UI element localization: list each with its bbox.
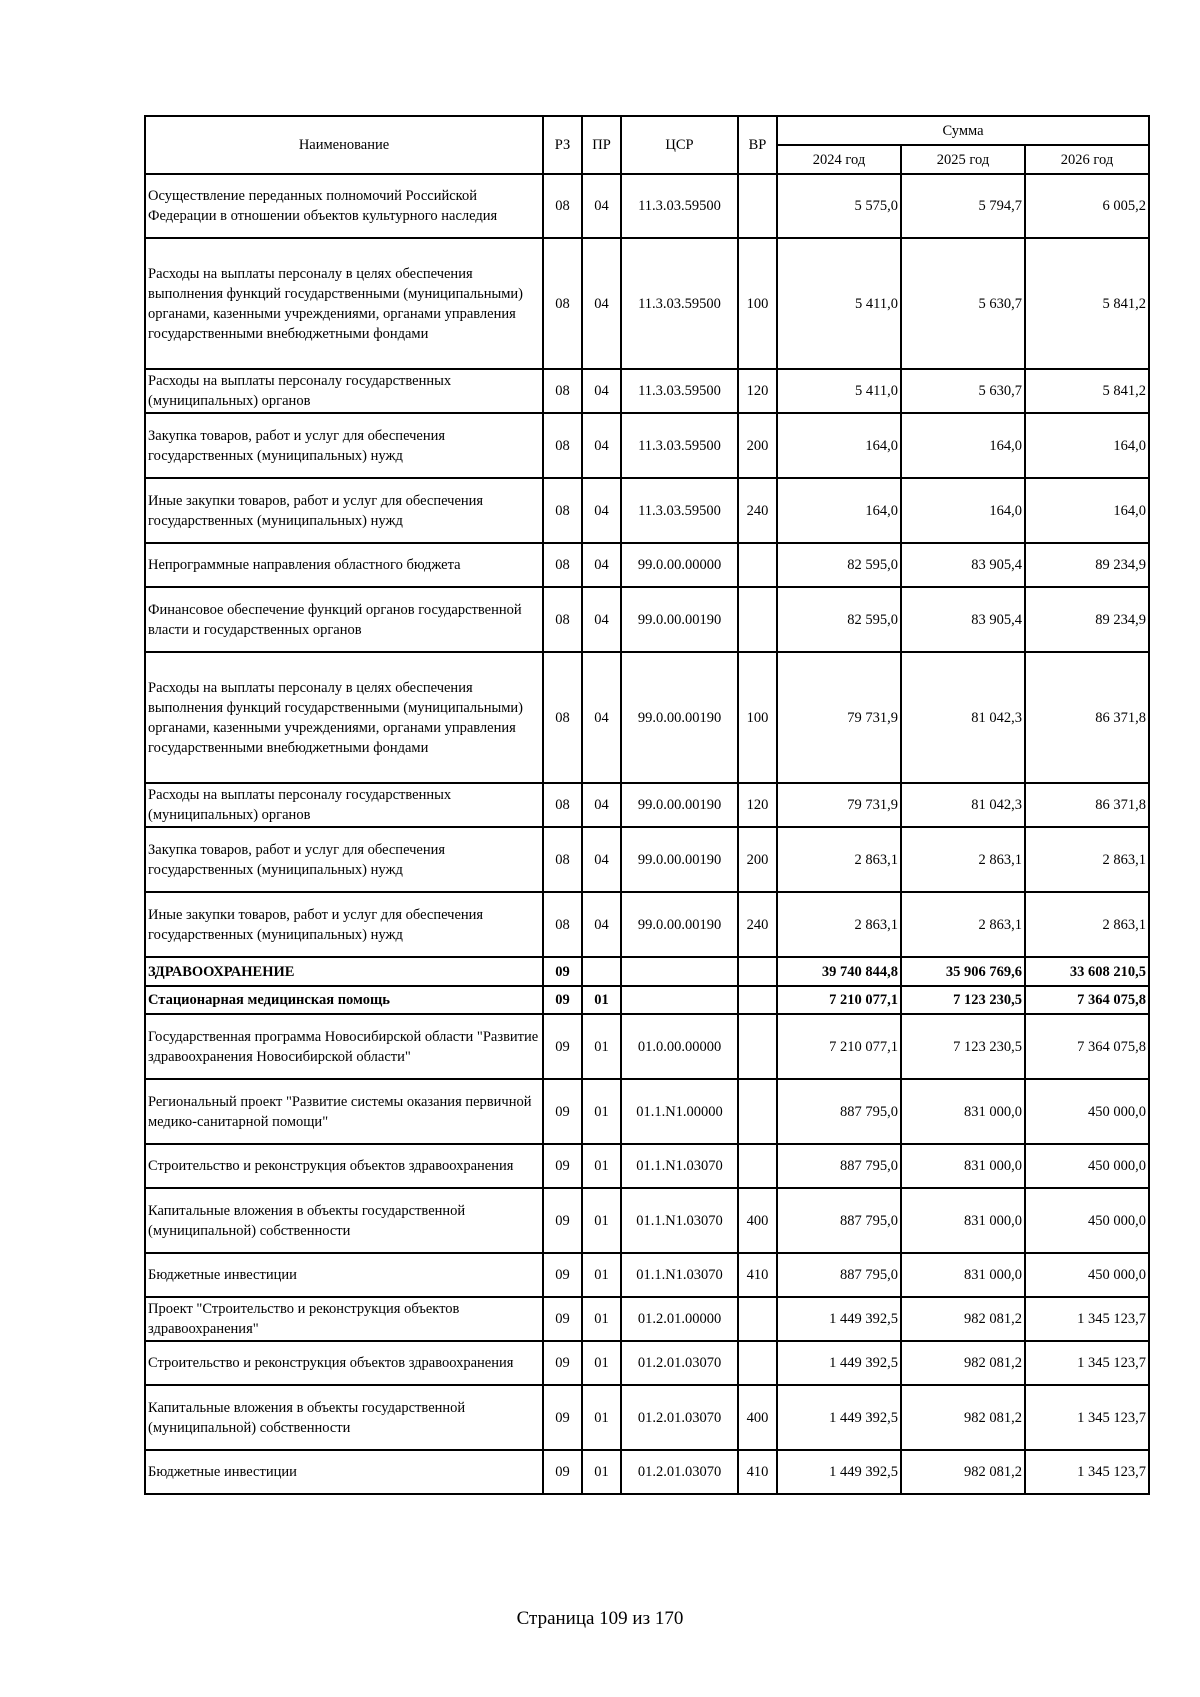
cell-2026: 164,0 — [1025, 478, 1149, 543]
cell-vr — [738, 543, 777, 587]
cell-rz: 08 — [543, 783, 582, 827]
cell-vr: 400 — [738, 1385, 777, 1450]
cell-rz: 08 — [543, 478, 582, 543]
cell-name: Расходы на выплаты персоналу в целях обеспечения выполнения функций государственными (муниципальными) органами, казенными учреждениями, органами управления государственными внебюджетными фондами — [145, 238, 543, 369]
table-row — [145, 1253, 1149, 1297]
cell-pr: 04 — [582, 587, 621, 652]
cell-2026: 7 364 075,8 — [1025, 1014, 1149, 1079]
cell-2024: 39 740 844,8 — [777, 957, 901, 986]
cell-vr — [738, 1014, 777, 1079]
cell-name: Стационарная медицинская помощь — [145, 986, 543, 1014]
table-row — [145, 413, 1149, 478]
cell-rz: 09 — [543, 957, 582, 986]
table-row — [145, 1341, 1149, 1385]
cell-2025: 982 081,2 — [901, 1385, 1025, 1450]
cell-vr: 400 — [738, 1188, 777, 1253]
cell-name: Бюджетные инвестиции — [145, 1253, 543, 1297]
cell-name: Бюджетные инвестиции — [145, 1450, 543, 1494]
cell-2025: 164,0 — [901, 478, 1025, 543]
cell-name: Иные закупки товаров, работ и услуг для обеспечения государственных (муниципальных) нужд — [145, 892, 543, 957]
cell-pr: 04 — [582, 783, 621, 827]
cell-rz: 09 — [543, 1297, 582, 1341]
cell-2026: 1 345 123,7 — [1025, 1341, 1149, 1385]
cell-2025: 81 042,3 — [901, 652, 1025, 783]
cell-rz: 08 — [543, 652, 582, 783]
cell-csr: 01.1.N1.03070 — [621, 1144, 738, 1188]
cell-csr: 11.3.03.59500 — [621, 174, 738, 238]
cell-csr: 01.2.01.03070 — [621, 1385, 738, 1450]
cell-2024: 164,0 — [777, 478, 901, 543]
cell-pr: 04 — [582, 238, 621, 369]
cell-2025: 982 081,2 — [901, 1341, 1025, 1385]
cell-2026: 2 863,1 — [1025, 892, 1149, 957]
table-row — [145, 478, 1149, 543]
cell-2024: 5 575,0 — [777, 174, 901, 238]
cell-2025: 7 123 230,5 — [901, 1014, 1025, 1079]
cell-rz: 09 — [543, 1450, 582, 1494]
table-row — [145, 957, 1149, 986]
cell-rz: 08 — [543, 238, 582, 369]
table-row — [145, 587, 1149, 652]
cell-name: Проект "Строительство и реконструкция объектов здравоохранения" — [145, 1297, 543, 1341]
header-pr: ПР — [582, 116, 621, 174]
cell-name: Финансовое обеспечение функций органов государственной власти и государственных органов — [145, 587, 543, 652]
table-row — [145, 783, 1149, 827]
cell-2024: 164,0 — [777, 413, 901, 478]
cell-name: Расходы на выплаты персоналу государственных (муниципальных) органов — [145, 369, 543, 413]
table-row — [145, 892, 1149, 957]
cell-2026: 2 863,1 — [1025, 827, 1149, 892]
cell-pr: 04 — [582, 413, 621, 478]
cell-2024: 5 411,0 — [777, 369, 901, 413]
cell-csr: 01.1.N1.03070 — [621, 1253, 738, 1297]
cell-vr — [738, 587, 777, 652]
cell-name: Иные закупки товаров, работ и услуг для обеспечения государственных (муниципальных) нужд — [145, 478, 543, 543]
cell-rz: 09 — [543, 1014, 582, 1079]
cell-vr: 240 — [738, 478, 777, 543]
cell-2025: 5 794,7 — [901, 174, 1025, 238]
cell-vr — [738, 1341, 777, 1385]
cell-name: Расходы на выплаты персоналу государственных (муниципальных) органов — [145, 783, 543, 827]
cell-vr: 120 — [738, 369, 777, 413]
cell-2024: 79 731,9 — [777, 652, 901, 783]
header-year-2024: 2024 год — [777, 145, 901, 174]
cell-vr: 120 — [738, 783, 777, 827]
cell-rz: 08 — [543, 543, 582, 587]
cell-csr: 11.3.03.59500 — [621, 413, 738, 478]
cell-name: Капитальные вложения в объекты государственной (муниципальной) собственности — [145, 1188, 543, 1253]
cell-2024: 887 795,0 — [777, 1253, 901, 1297]
header-year-2026: 2026 год — [1025, 145, 1149, 174]
cell-2024: 7 210 077,1 — [777, 986, 901, 1014]
header-year-2025: 2025 год — [901, 145, 1025, 174]
cell-rz: 09 — [543, 1079, 582, 1144]
cell-vr: 410 — [738, 1253, 777, 1297]
table-row — [145, 174, 1149, 238]
table-row — [145, 369, 1149, 413]
cell-name: Осуществление переданных полномочий Российской Федерации в отношении объектов культурного наследия — [145, 174, 543, 238]
cell-vr — [738, 1079, 777, 1144]
cell-2026: 450 000,0 — [1025, 1079, 1149, 1144]
cell-csr: 01.1.N1.03070 — [621, 1188, 738, 1253]
cell-vr — [738, 957, 777, 986]
cell-2026: 86 371,8 — [1025, 783, 1149, 827]
cell-2026: 5 841,2 — [1025, 369, 1149, 413]
cell-csr: 01.2.01.00000 — [621, 1297, 738, 1341]
cell-pr: 04 — [582, 369, 621, 413]
cell-pr: 04 — [582, 478, 621, 543]
cell-2025: 35 906 769,6 — [901, 957, 1025, 986]
cell-csr: 11.3.03.59500 — [621, 238, 738, 369]
cell-2026: 6 005,2 — [1025, 174, 1149, 238]
cell-rz: 09 — [543, 1385, 582, 1450]
cell-name: ЗДРАВООХРАНЕНИЕ — [145, 957, 543, 986]
cell-2024: 887 795,0 — [777, 1188, 901, 1253]
cell-pr — [582, 957, 621, 986]
cell-pr: 04 — [582, 174, 621, 238]
cell-csr: 99.0.00.00000 — [621, 543, 738, 587]
cell-2026: 89 234,9 — [1025, 543, 1149, 587]
table-row — [145, 1144, 1149, 1188]
cell-2025: 831 000,0 — [901, 1144, 1025, 1188]
cell-2026: 7 364 075,8 — [1025, 986, 1149, 1014]
cell-csr — [621, 986, 738, 1014]
cell-2025: 83 905,4 — [901, 587, 1025, 652]
cell-name: Региональный проект "Развитие системы оказания первичной медико-санитарной помощи" — [145, 1079, 543, 1144]
cell-rz: 09 — [543, 1144, 582, 1188]
cell-pr: 01 — [582, 986, 621, 1014]
table-row — [145, 827, 1149, 892]
cell-name: Закупка товаров, работ и услуг для обеспечения государственных (муниципальных) нужд — [145, 827, 543, 892]
cell-csr: 01.1.N1.00000 — [621, 1079, 738, 1144]
cell-2026: 33 608 210,5 — [1025, 957, 1149, 986]
cell-pr: 01 — [582, 1297, 621, 1341]
cell-csr: 11.3.03.59500 — [621, 478, 738, 543]
cell-2026: 450 000,0 — [1025, 1253, 1149, 1297]
table-header — [145, 116, 1149, 174]
cell-rz: 09 — [543, 986, 582, 1014]
cell-2026: 86 371,8 — [1025, 652, 1149, 783]
cell-rz: 08 — [543, 892, 582, 957]
cell-2024: 82 595,0 — [777, 543, 901, 587]
header-vr: ВР — [738, 116, 777, 174]
cell-2024: 7 210 077,1 — [777, 1014, 901, 1079]
cell-name: Капитальные вложения в объекты государственной (муниципальной) собственности — [145, 1385, 543, 1450]
table-row — [145, 1014, 1149, 1079]
cell-name: Строительство и реконструкция объектов здравоохранения — [145, 1341, 543, 1385]
cell-2026: 5 841,2 — [1025, 238, 1149, 369]
table-row — [145, 1079, 1149, 1144]
cell-2025: 81 042,3 — [901, 783, 1025, 827]
cell-2024: 887 795,0 — [777, 1079, 901, 1144]
cell-name: Строительство и реконструкция объектов здравоохранения — [145, 1144, 543, 1188]
cell-2025: 164,0 — [901, 413, 1025, 478]
cell-pr: 01 — [582, 1014, 621, 1079]
cell-pr: 01 — [582, 1079, 621, 1144]
header-name: Наименование — [145, 116, 543, 174]
cell-vr: 410 — [738, 1450, 777, 1494]
table-body — [145, 174, 1149, 1494]
cell-2025: 982 081,2 — [901, 1297, 1025, 1341]
cell-2024: 2 863,1 — [777, 827, 901, 892]
cell-rz: 08 — [543, 413, 582, 478]
cell-csr: 99.0.00.00190 — [621, 892, 738, 957]
cell-rz: 08 — [543, 587, 582, 652]
cell-2025: 982 081,2 — [901, 1450, 1025, 1494]
cell-2025: 5 630,7 — [901, 369, 1025, 413]
header-sum: Сумма — [777, 116, 1149, 145]
cell-vr: 200 — [738, 413, 777, 478]
cell-2025: 7 123 230,5 — [901, 986, 1025, 1014]
cell-rz: 09 — [543, 1253, 582, 1297]
cell-rz: 09 — [543, 1188, 582, 1253]
header-csr: ЦСР — [621, 116, 738, 174]
cell-pr: 01 — [582, 1450, 621, 1494]
cell-csr: 11.3.03.59500 — [621, 369, 738, 413]
cell-pr: 04 — [582, 892, 621, 957]
table-row — [145, 1450, 1149, 1494]
cell-csr: 01.2.01.03070 — [621, 1450, 738, 1494]
cell-2025: 2 863,1 — [901, 827, 1025, 892]
cell-csr — [621, 957, 738, 986]
cell-2026: 1 345 123,7 — [1025, 1450, 1149, 1494]
cell-2026: 164,0 — [1025, 413, 1149, 478]
cell-name: Государственная программа Новосибирской области "Развитие здравоохранения Новосибирской области" — [145, 1014, 543, 1079]
page-number: Страница 109 из 170 — [516, 1608, 684, 1629]
cell-pr: 01 — [582, 1188, 621, 1253]
cell-pr: 01 — [582, 1144, 621, 1188]
cell-csr: 99.0.00.00190 — [621, 587, 738, 652]
cell-rz: 08 — [543, 369, 582, 413]
table-row — [145, 543, 1149, 587]
cell-name: Закупка товаров, работ и услуг для обеспечения государственных (муниципальных) нужд — [145, 413, 543, 478]
cell-2025: 83 905,4 — [901, 543, 1025, 587]
cell-pr: 01 — [582, 1253, 621, 1297]
cell-2025: 831 000,0 — [901, 1188, 1025, 1253]
budget-table — [144, 115, 1150, 1495]
cell-rz: 08 — [543, 827, 582, 892]
cell-2026: 450 000,0 — [1025, 1188, 1149, 1253]
cell-vr — [738, 986, 777, 1014]
cell-2024: 1 449 392,5 — [777, 1385, 901, 1450]
table-row — [145, 986, 1149, 1014]
table-row — [145, 1385, 1149, 1450]
cell-name: Расходы на выплаты персоналу в целях обеспечения выполнения функций государственными (муниципальными) органами, казенными учреждениями, органами управления государственными внебюджетными фондами — [145, 652, 543, 783]
cell-vr — [738, 174, 777, 238]
table-row — [145, 652, 1149, 783]
cell-vr — [738, 1297, 777, 1341]
cell-2024: 1 449 392,5 — [777, 1341, 901, 1385]
cell-rz: 09 — [543, 1341, 582, 1385]
cell-pr: 01 — [582, 1341, 621, 1385]
cell-2024: 1 449 392,5 — [777, 1297, 901, 1341]
header-rz: РЗ — [543, 116, 582, 174]
cell-2025: 5 630,7 — [901, 238, 1025, 369]
cell-name: Непрограммные направления областного бюджета — [145, 543, 543, 587]
cell-2026: 89 234,9 — [1025, 587, 1149, 652]
cell-vr: 100 — [738, 652, 777, 783]
cell-pr: 04 — [582, 827, 621, 892]
cell-pr: 04 — [582, 652, 621, 783]
cell-2026: 1 345 123,7 — [1025, 1385, 1149, 1450]
cell-2024: 5 411,0 — [777, 238, 901, 369]
cell-2026: 1 345 123,7 — [1025, 1297, 1149, 1341]
cell-csr: 99.0.00.00190 — [621, 827, 738, 892]
table-row — [145, 1297, 1149, 1341]
cell-2024: 887 795,0 — [777, 1144, 901, 1188]
cell-2024: 2 863,1 — [777, 892, 901, 957]
cell-csr: 01.2.01.03070 — [621, 1341, 738, 1385]
cell-2024: 1 449 392,5 — [777, 1450, 901, 1494]
cell-rz: 08 — [543, 174, 582, 238]
cell-pr: 04 — [582, 543, 621, 587]
table-row — [145, 1188, 1149, 1253]
cell-csr: 99.0.00.00190 — [621, 652, 738, 783]
cell-2024: 79 731,9 — [777, 783, 901, 827]
cell-vr — [738, 1144, 777, 1188]
cell-2025: 831 000,0 — [901, 1079, 1025, 1144]
cell-2024: 82 595,0 — [777, 587, 901, 652]
cell-pr: 01 — [582, 1385, 621, 1450]
cell-vr: 200 — [738, 827, 777, 892]
cell-2025: 2 863,1 — [901, 892, 1025, 957]
table-row — [145, 238, 1149, 369]
cell-csr: 99.0.00.00190 — [621, 783, 738, 827]
cell-2025: 831 000,0 — [901, 1253, 1025, 1297]
cell-vr: 240 — [738, 892, 777, 957]
cell-csr: 01.0.00.00000 — [621, 1014, 738, 1079]
cell-2026: 450 000,0 — [1025, 1144, 1149, 1188]
cell-vr: 100 — [738, 238, 777, 369]
